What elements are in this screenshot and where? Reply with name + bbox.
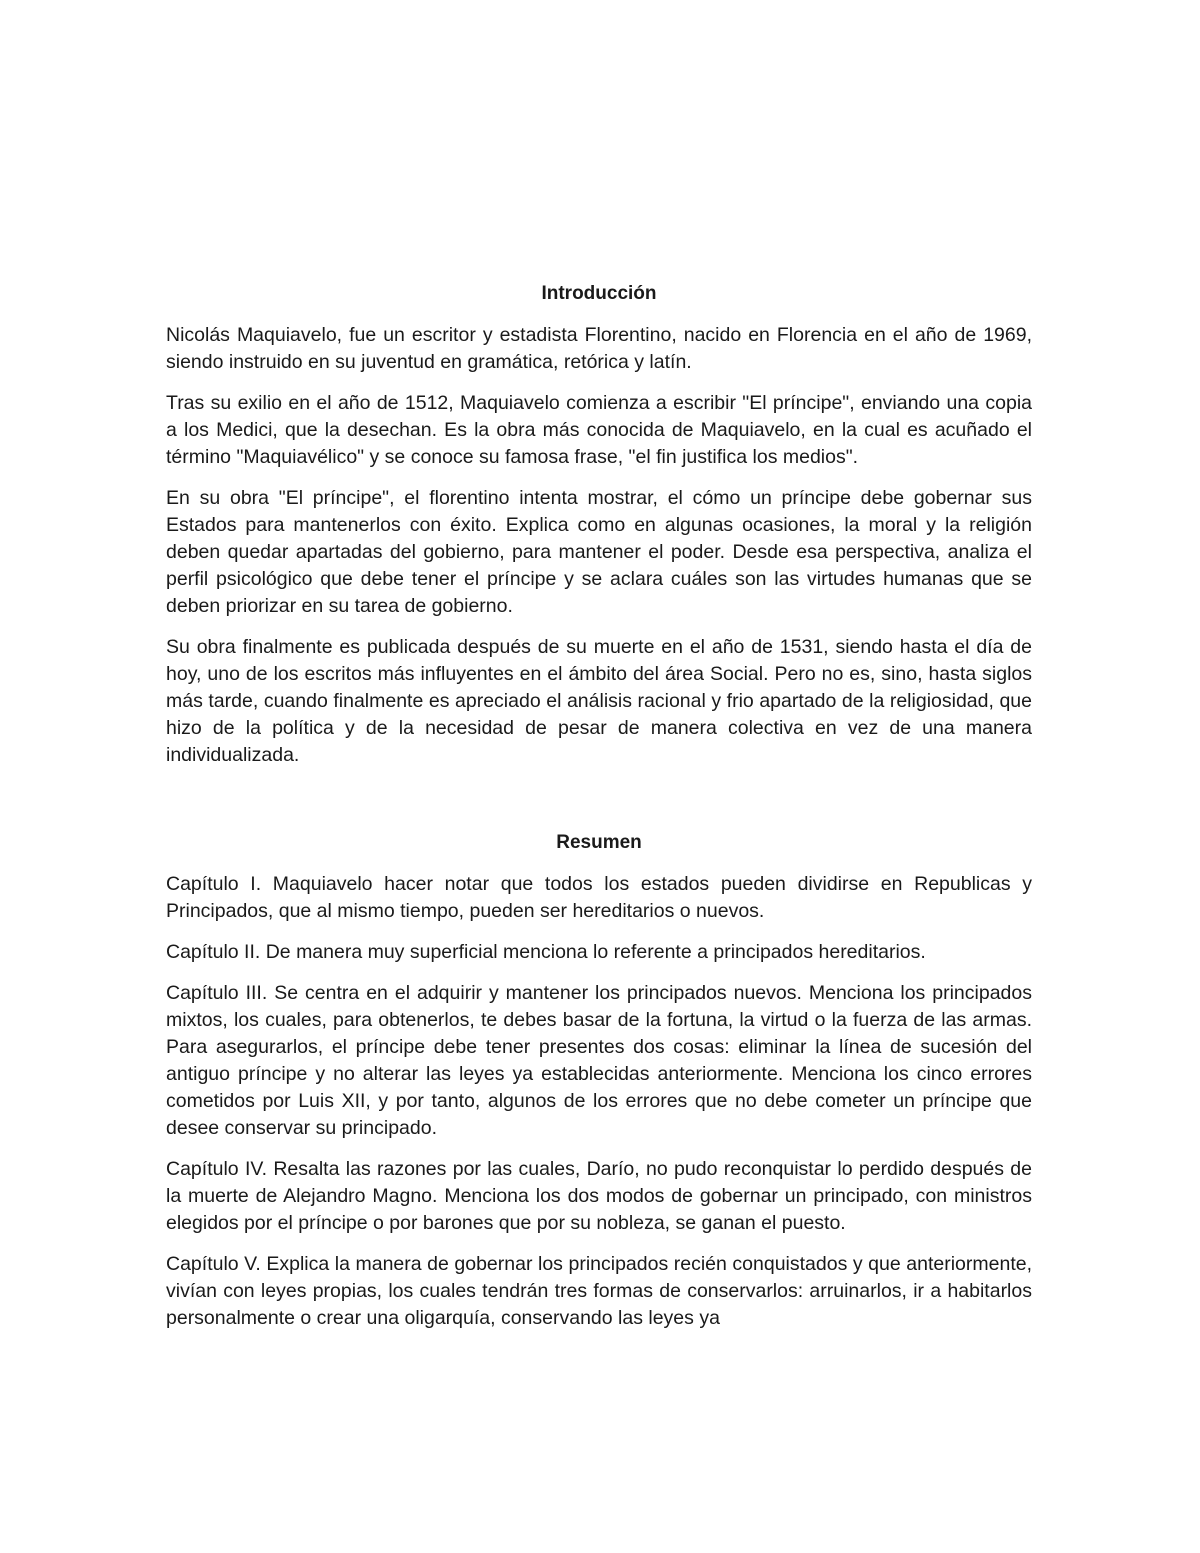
chapter-3-paragraph: Capítulo III. Se centra en el adquirir y mantener los principados nuevos. Menciona los principados mixtos, los cuales, para obtenerlos, te debes basar de la fortuna, la virtud o la fuerza de las armas. Para asegurarlos, el príncipe debe tener presentes dos cosas: eliminar la línea de sucesión del antiguo príncipe y no alterar las leyes ya establecidas anteriormente. Menciona los cinco errores cometidos por Luis XII, y por tanto, algunos de los errores que no debe cometer un príncipe que desee conservar su principado. [166,982,1032,1139]
intro-paragraph-3: En su obra "El príncipe", el florentino intenta mostrar, el cómo un príncipe debe gobernar sus Estados para mantenerlos con éxito. Explica como en algunas ocasiones, la moral y la religión deben quedar apartadas del gobierno, para mantener el poder. Desde esa perspectiva, analiza el perfil psicológico que debe tener el príncipe y se aclara cuáles son las virtudes humanas que se deben priorizar en su tarea de gobierno. [166,487,1032,617]
chapter-5-paragraph: Capítulo V. Explica la manera de gobernar los principados recién conquistados y que anteriormente, vivían con leyes propias, los cuales tendrán tres formas de conservarlos: arruinarlos, ir a habitarlos personalmente o crear una oligarquía, conservando las leyes ya [166,1253,1032,1329]
intro-paragraph-1: Nicolás Maquiavelo, fue un escritor y estadista Florentino, nacido en Florencia en el año de 1969, siendo instruido en su juventud en gramática, retórica y latín. [166,324,1032,373]
intro-heading: Introducción [541,283,657,304]
resumen-heading: Resumen [556,832,642,853]
chapter-4-paragraph: Capítulo IV. Resalta las razones por las cuales, Darío, no pudo reconquistar lo perdido después de la muerte de Alejandro Magno. Menciona los dos modos de gobernar un principado, con ministros elegidos por el príncipe o por barones que por su nobleza, se ganan el puesto. [166,1158,1032,1234]
chapter-2-paragraph: Capítulo II. De manera muy superficial menciona lo referente a principados hereditarios. [166,941,926,963]
intro-paragraph-4: Su obra finalmente es publicada después de su muerte en el año de 1531, siendo hasta el día de hoy, uno de los escritos más influyentes en el ámbito del área Social. Pero no es, sino, hasta siglos más tarde, cuando finalmente es apreciado el análisis racional y frio apartado de la religiosidad, que hizo de la política y de la necesidad de pesar de manera colectiva en vez de una manera individualizada. [166,636,1032,766]
intro-paragraph-2: Tras su exilio en el año de 1512, Maquiavelo comienza a escribir "El príncipe", enviando una copia a los Medici, que la desechan. Es la obra más conocida de Maquiavelo, en la cual es acuñado el término "Maquiavélico" y se conoce su famosa frase, "el fin justifica los medios". [166,392,1032,468]
chapter-1-paragraph: Capítulo I. Maquiavelo hacer notar que todos los estados pueden dividirse en Republicas y Principados, que al mismo tiempo, pueden ser hereditarios o nuevos. [166,873,1032,922]
document-page [166,280,1032,1346]
